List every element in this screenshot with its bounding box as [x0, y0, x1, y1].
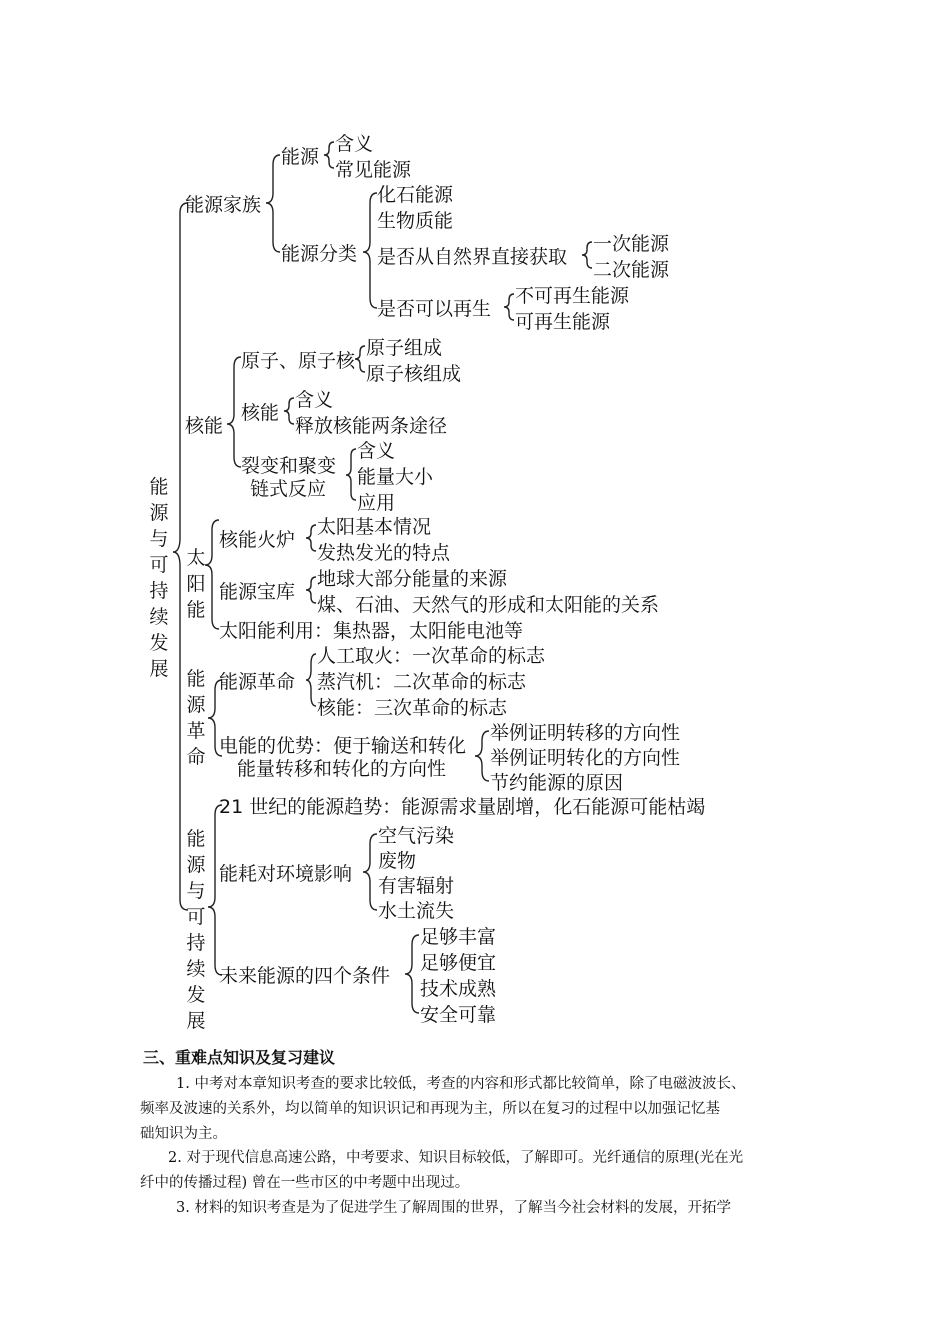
leaf-shifang: 释放核能两条途径: [295, 415, 448, 437]
node-renew: 是否可以再生: [377, 298, 492, 320]
brace-nuclear: [227, 357, 241, 467]
node-future: 未来能源的四个条件: [219, 965, 391, 987]
brace-env: [363, 834, 377, 910]
brace-atom: [355, 346, 365, 372]
brace-solar: [205, 520, 219, 629]
leaf-kezaisheng: 可再生能源: [515, 311, 611, 333]
node-fission-line1: 裂变和聚变: [241, 455, 337, 477]
node-nengyuan: 能源: [281, 146, 320, 168]
paragraph-1: [140, 1072, 820, 1147]
brace-nengyuan: [324, 142, 334, 168]
node-env: 能耗对环境影响: [219, 863, 353, 885]
node-direct: 是否从自然界直接获取: [377, 246, 568, 268]
section-heading: 三、重难点知识及复习建议: [143, 1048, 336, 1067]
paragraph-2: [140, 1146, 820, 1196]
paragraph-3: [140, 1196, 820, 1221]
paragraph-1-line-3: 础知识为主。: [140, 1126, 227, 1142]
node-fission-line2: 链式反应: [250, 478, 327, 500]
leaf-mei: 煤、石油、天然气的形成和太阳能的关系: [317, 594, 660, 616]
paragraph-1-line-2: 频率及波速的关系外，均以简单的知识识记和再现为主，所以在复习的过程中以加强记忆基: [140, 1101, 720, 1117]
node-rev: 能源革命: [219, 671, 296, 693]
paragraph-2-line-1: 2. 对于现代信息高速公路，中考要求、知识目标较低，了解即可。光纤通信的原理(光在光: [168, 1150, 744, 1166]
leaf-kongqi: 空气污染: [378, 825, 455, 847]
leaf-trend: 21 世纪的能源趋势：能源需求量剧增，化石能源可能枯竭: [219, 796, 706, 818]
leaf-bukezaisheng: 不可再生能源: [515, 285, 630, 307]
leaf-yici: 一次能源: [593, 233, 670, 255]
leaf-nengliang: 能量大小: [357, 466, 434, 488]
leaf-hanyi: 含义: [335, 133, 374, 155]
node-family: 能源家族: [185, 194, 262, 216]
leaf-yuanzizucheng: 原子组成: [366, 337, 443, 359]
leaf-zhuanhua: 举例证明转化的方向性: [490, 747, 681, 769]
brace-fenlei: [363, 193, 377, 308]
paragraph-1-line-1: 1. 中考对本章知识考查的要求比较低，考查的内容和形式都比较简单，除了电磁波波长、: [176, 1076, 746, 1092]
node-revolution: 能源革命: [186, 668, 206, 768]
node-nuclear: 核能: [185, 415, 224, 437]
leaf-pianyi: 足够便宜: [420, 952, 497, 974]
leaf-kekao: 安全可靠: [420, 1004, 497, 1026]
leaf-yuanzihezucheng: 原子核组成: [366, 363, 462, 385]
leaf-solar-use: 太阳能利用：集热器，太阳能电池等: [219, 620, 524, 642]
leaf-erci: 二次能源: [593, 259, 670, 281]
leaf-taiyang: 太阳基本情况: [317, 516, 432, 538]
leaf-diqiu: 地球大部分能量的来源: [317, 568, 508, 590]
leaf-fare: 发热发光的特点: [317, 542, 451, 564]
node-treasure: 能源宝库: [219, 581, 296, 603]
leaf-heneng-rev: 核能：三次革命的标志: [317, 697, 508, 719]
brace-sustain: [208, 805, 222, 975]
node-solar: 太阳能: [186, 547, 206, 621]
brace-fission: [346, 449, 356, 500]
leaf-huashi: 化石能源: [377, 184, 454, 206]
node-atom: 原子、原子核: [241, 350, 356, 372]
node-elec-line2: 能量转移和转化的方向性: [237, 758, 447, 780]
node-furnace: 核能火炉: [219, 529, 296, 551]
leaf-chengshu: 技术成熟: [420, 978, 497, 1000]
paragraph-3-line-1: 3. 材料的知识考查是为了促进学生了解周围的世界，了解当今社会材料的发展，开拓学: [176, 1200, 731, 1216]
brace-he: [284, 398, 294, 424]
node-elec-line1: 电能的优势：便于输送和转化: [219, 735, 467, 757]
leaf-zhengqi: 蒸汽机：二次革命的标志: [317, 671, 527, 693]
brace-renew: [504, 294, 514, 320]
paragraph-2-line-2: 纤中的传播过程) 曾在一些市区的中考题中出现过。: [140, 1175, 470, 1191]
node-sustain: 能源与可持续发展: [186, 828, 206, 1032]
node-he: 核能: [241, 402, 280, 424]
leaf-feiwu: 废物: [378, 850, 417, 872]
leaf-huo: 人工取火：一次革命的标志: [317, 645, 546, 667]
leaf-jieyue: 节约能源的原因: [490, 772, 624, 794]
leaf-zhuanyi: 举例证明转移的方向性: [490, 722, 681, 744]
leaf-fengfu: 足够丰富: [420, 926, 497, 948]
brace-rev: [306, 654, 316, 706]
leaf-shuitu: 水土流失: [378, 900, 455, 922]
brace-treasure: [306, 577, 316, 603]
brace-elec: [475, 731, 489, 781]
leaf-yingyong: 应用: [357, 492, 396, 514]
brace-family: [266, 155, 280, 252]
node-fenlei: 能源分类: [281, 243, 358, 265]
leaf-he-hanyi: 含义: [295, 389, 334, 411]
brace-future: [405, 935, 419, 1013]
brace-direct: [582, 242, 592, 268]
leaf-fushe: 有害辐射: [378, 875, 455, 897]
leaf-changjian: 常见能源: [335, 159, 412, 181]
leaf-fission-hanyi: 含义: [357, 440, 396, 462]
leaf-shengwu: 生物质能: [377, 210, 454, 232]
brace-furnace: [306, 525, 316, 551]
root-label: 能源与可持续发展: [149, 476, 169, 680]
